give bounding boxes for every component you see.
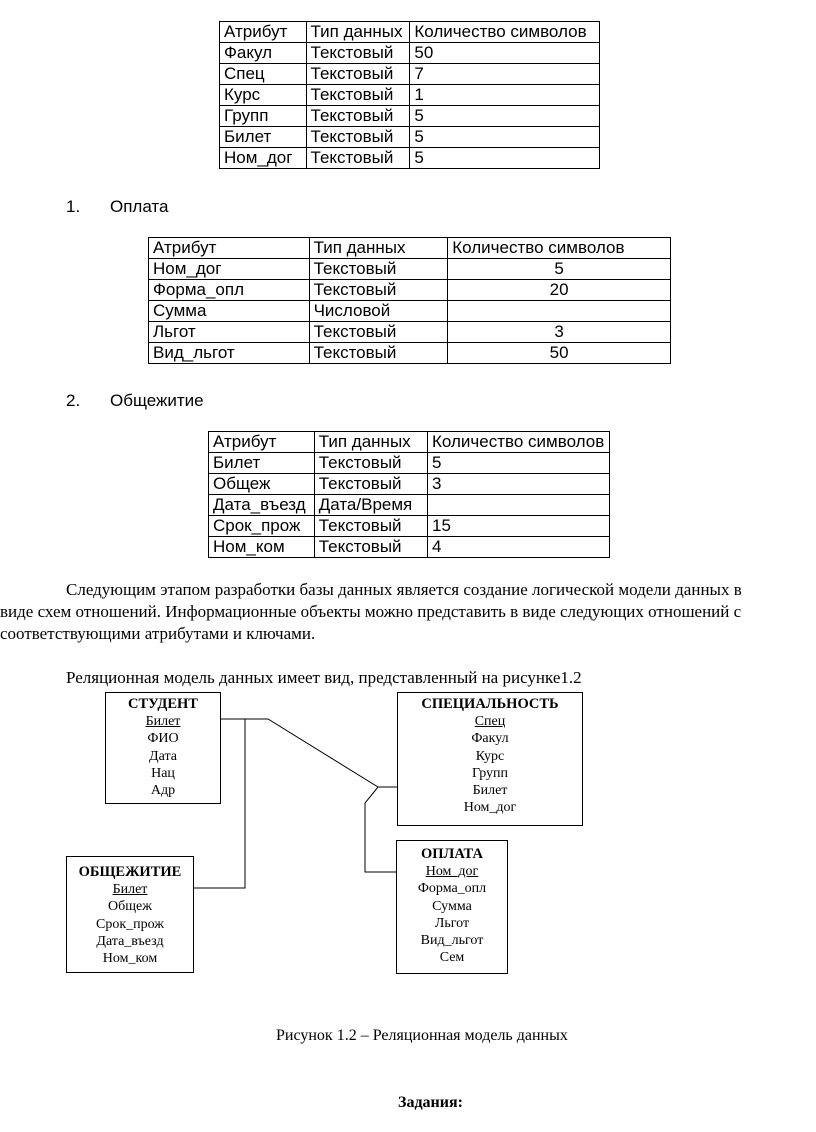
header-cell: Атрибут [220,22,307,43]
entity-key-field: Билет [145,714,181,730]
entity-field: Срок_прож [96,916,164,932]
cell: Билет [220,127,307,148]
entity-field: Ном_ком [102,951,158,967]
entity-specialty [397,692,583,826]
cell: Текстовый [306,148,410,169]
cell: 20 [448,280,671,301]
cell: Текстовый [314,516,427,537]
cell: Льгот [149,322,310,343]
cell: Вид_льгот [149,343,310,364]
entity-field: Форма_опл [417,881,487,897]
cell: 5 [448,259,671,280]
cell: 15 [428,516,610,537]
cell: Текстовый [309,259,448,280]
cell: Текстовый [306,43,410,64]
entity-field: Сем [439,950,465,966]
header-cell: Количество символов [428,432,610,453]
cell: 3 [428,474,610,495]
entity-title: ОПЛАТА [421,846,483,862]
header-cell: Тип данных [306,22,410,43]
section-number: 2. [66,391,81,410]
entity-field: Общеж [108,899,152,915]
entity-hostel [66,856,194,973]
cell: 5 [428,453,610,474]
entity-field: Курс [475,748,505,764]
header-cell: Тип данных [314,432,427,453]
cell: Текстовый [309,280,448,301]
entity-key-field: Спец [474,714,506,730]
header-cell: Тип данных [309,238,448,259]
entity-field: Групп [471,765,508,781]
entity-field: Дата [149,748,177,764]
cell: Форма_опл [149,280,310,301]
cell: Ном_ком [209,537,315,558]
header-cell: Атрибут [149,238,310,259]
cell: 4 [428,537,610,558]
entity-payment [396,840,508,974]
entity-field: Адр [150,783,176,799]
cell: Текстовый [314,453,427,474]
intro-sentence: Реляционная модель данных имеет вид, представленный на рисунке1.2 [66,668,582,687]
cell: Общеж [209,474,315,495]
entity-student [105,692,221,804]
entity-key-field: Билет [112,882,148,898]
entity-field: Нац [151,765,175,781]
cell: Дата_въезд [209,495,315,516]
cell: Текстовый [314,537,427,558]
cell: Текстовый [309,322,448,343]
cell: Текстовый [306,127,410,148]
cell: Текстовый [306,64,410,85]
cell: Числовой [309,301,448,322]
cell: 7 [410,64,600,85]
cell: Дата/Время [314,495,427,516]
entity-field: Ном_дог [463,800,517,816]
figure-caption: Рисунок 1.2 – Реляционная модель данных [276,1027,568,1044]
cell: Текстовый [314,474,427,495]
section-title: Оплата [110,197,169,216]
entity-title: СПЕЦИАЛЬНОСТЬ [421,696,559,712]
cell: Ном_дог [149,259,310,280]
cell: Текстовый [306,106,410,127]
entity-field: Факул [471,731,509,747]
entity-field: Билет [472,783,508,799]
header-cell: Атрибут [209,432,315,453]
cell: 50 [448,343,671,364]
entity-field: ФИО [147,731,179,747]
entity-title: ОБЩЕЖИТИЕ [78,864,182,880]
cell: 5 [410,106,600,127]
cell: 3 [448,322,671,343]
entity-title: СТУДЕНТ [128,696,198,712]
entity-field: Сумма [432,898,472,914]
section-title: Общежитие [110,391,204,410]
header-cell: Количество символов [448,238,671,259]
cell: Билет [209,453,315,474]
cell: Сумма [149,301,310,322]
entity-field: Дата_въезд [96,933,164,949]
tasks-heading: Задания: [398,1094,463,1111]
paragraph-line: соответствующими атрибутами и ключами. [0,624,316,643]
paragraph-line: Следующим этапом разработки базы данных является создание логической модели данных в [66,580,742,599]
cell: 50 [410,43,600,64]
cell: 5 [410,127,600,148]
entity-field: Вид_льгот [420,933,484,949]
cell: Текстовый [306,85,410,106]
entity-key-field: Ном_дог [425,864,479,880]
cell: 5 [410,148,600,169]
relation-line [365,787,396,872]
cell: Факул [220,43,307,64]
header-cell: Количество символов [410,22,600,43]
relation-line [220,719,397,787]
cell: Групп [220,106,307,127]
cell: 1 [410,85,600,106]
paragraph-line: виде схем отношений. Информационные объекты можно представить в виде следующих отношений с [0,602,742,621]
cell: Текстовый [309,343,448,364]
section-number: 1. [66,197,81,216]
cell: Срок_прож [209,516,315,537]
cell: Спец [220,64,307,85]
cell: Ном_дог [220,148,307,169]
cell: Курс [220,85,307,106]
entity-field: Льгот [434,915,470,931]
